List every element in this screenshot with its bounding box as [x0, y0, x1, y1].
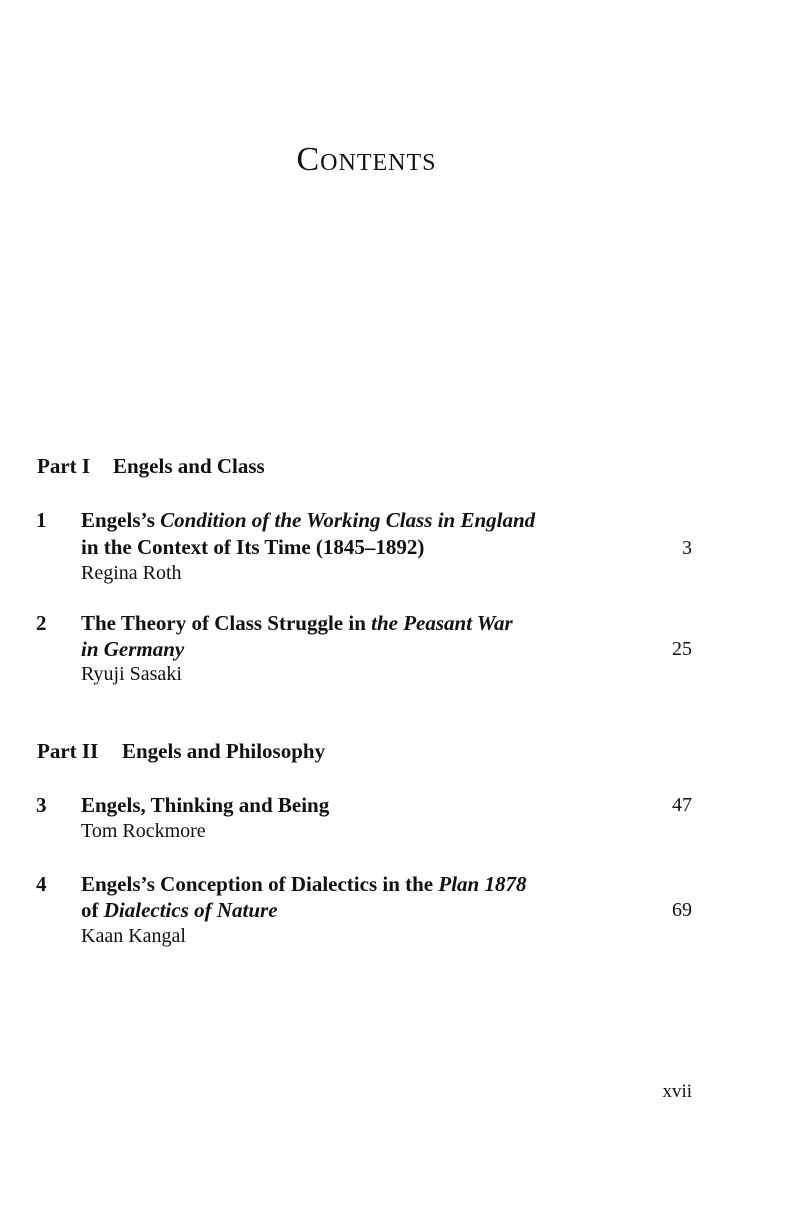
- part-number: Part I: [37, 454, 91, 478]
- part-heading: [37, 738, 325, 764]
- chapter-title-line-1: Engels, Thinking and Being: [81, 793, 330, 817]
- chapter-number: 2: [36, 611, 47, 635]
- page-number: 25: [672, 638, 692, 660]
- chapter-title-line-1: Engels’s Condition of the Working Class in England: [81, 508, 536, 532]
- chapter-number: 1: [36, 508, 47, 532]
- page-number: 47: [672, 794, 692, 816]
- chapter-title-line-2: in Germany: [81, 637, 185, 661]
- chapter-title-line-1: Engels’s Conception of Dialectics in the Plan 1878: [81, 872, 527, 896]
- part-number: Part II: [37, 739, 99, 763]
- chapter-author: Regina Roth: [81, 562, 182, 584]
- page-title: Contents: [296, 141, 437, 178]
- folio-page-number: xvii: [662, 1081, 692, 1102]
- chapter-title-line-2: in the Context of Its Time (1845–1892): [81, 535, 425, 559]
- part-title: Engels and Class: [113, 454, 265, 478]
- part-heading: [37, 453, 265, 479]
- chapter-number: 4: [36, 872, 47, 896]
- chapter-author: Kaan Kangal: [81, 925, 186, 947]
- chapter-title-line-1: The Theory of Class Struggle in the Peasant War: [81, 611, 513, 635]
- page-number: 69: [672, 899, 692, 921]
- page-number: 3: [682, 537, 692, 559]
- chapter-number: 3: [36, 793, 47, 817]
- chapter-title-line-2: of Dialectics of Nature: [81, 898, 278, 922]
- chapter-author: Tom Rockmore: [81, 820, 206, 842]
- part-title: Engels and Philosophy: [122, 739, 326, 763]
- chapter-author: Ryuji Sasaki: [81, 663, 182, 685]
